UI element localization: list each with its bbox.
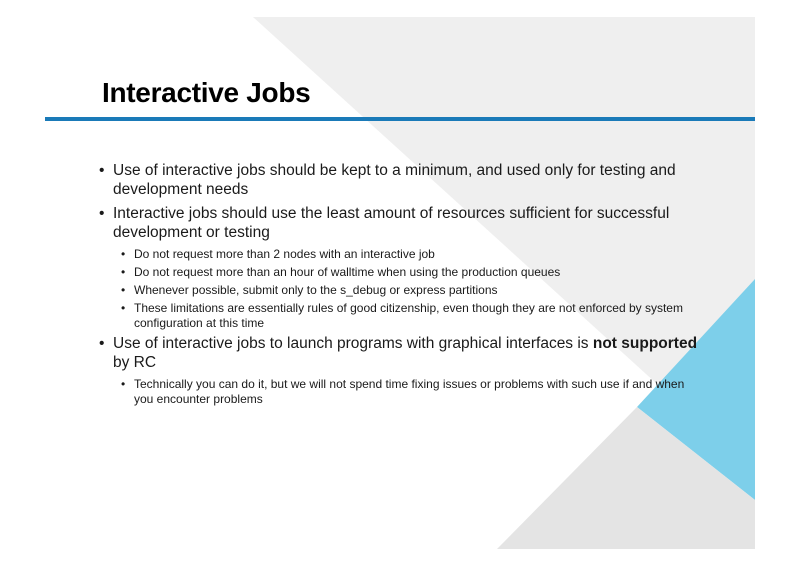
bullet-dot-icon: •	[99, 205, 105, 222]
bullet-list	[99, 161, 699, 410]
bullet-text	[113, 335, 697, 371]
bullet-item	[99, 334, 699, 372]
sub-bullet-text: Do not request more than 2 nodes with an interactive job	[134, 247, 435, 261]
bullet-text-after: by RC	[113, 354, 157, 371]
title-underline	[45, 117, 755, 121]
bullet-item	[99, 204, 699, 242]
bullet-text: Use of interactive jobs should be kept to a minimum, and used only for testing and development needs	[113, 162, 676, 198]
bullet-item	[99, 161, 699, 199]
slide-title: Interactive Jobs	[102, 77, 311, 108]
sub-bullet-item	[99, 265, 699, 280]
sub-bullet-text: Technically you can do it, but we will not spend time fixing issues or problems with such use if and when you encounter problems	[134, 377, 685, 406]
bullet-text: Interactive jobs should use the least amount of resources sufficient for successful development or testing	[113, 205, 670, 241]
slide	[45, 17, 755, 549]
sub-bullet-item	[99, 377, 699, 407]
sub-bullet-text: Whenever possible, submit only to the s_debug or express partitions	[134, 283, 498, 297]
sub-bullet-item	[99, 283, 699, 298]
bullet-text-before: Use of interactive jobs to launch programs with graphical interfaces is	[113, 335, 593, 352]
sub-bullet-dot-icon: •	[121, 301, 126, 315]
sub-bullet-item	[99, 301, 699, 331]
bullet-dot-icon: •	[99, 162, 105, 179]
sub-bullet-text: These limitations are essentially rules of good citizenship, even though they are not enforced by system configuration at this time	[134, 301, 683, 330]
sub-bullet-dot-icon: •	[121, 265, 126, 279]
bullet-dot-icon: •	[99, 335, 105, 352]
sub-bullet-dot-icon: •	[121, 283, 126, 297]
sub-bullet-dot-icon: •	[121, 247, 126, 261]
sub-bullet-dot-icon: •	[121, 377, 126, 391]
sub-bullet-list	[99, 247, 699, 331]
sub-bullet-list	[99, 377, 699, 407]
sub-bullet-item	[99, 247, 699, 262]
bullet-text-bold: not supported	[592, 335, 698, 352]
sub-bullet-text: Do not request more than an hour of walltime when using the production queues	[134, 265, 561, 279]
